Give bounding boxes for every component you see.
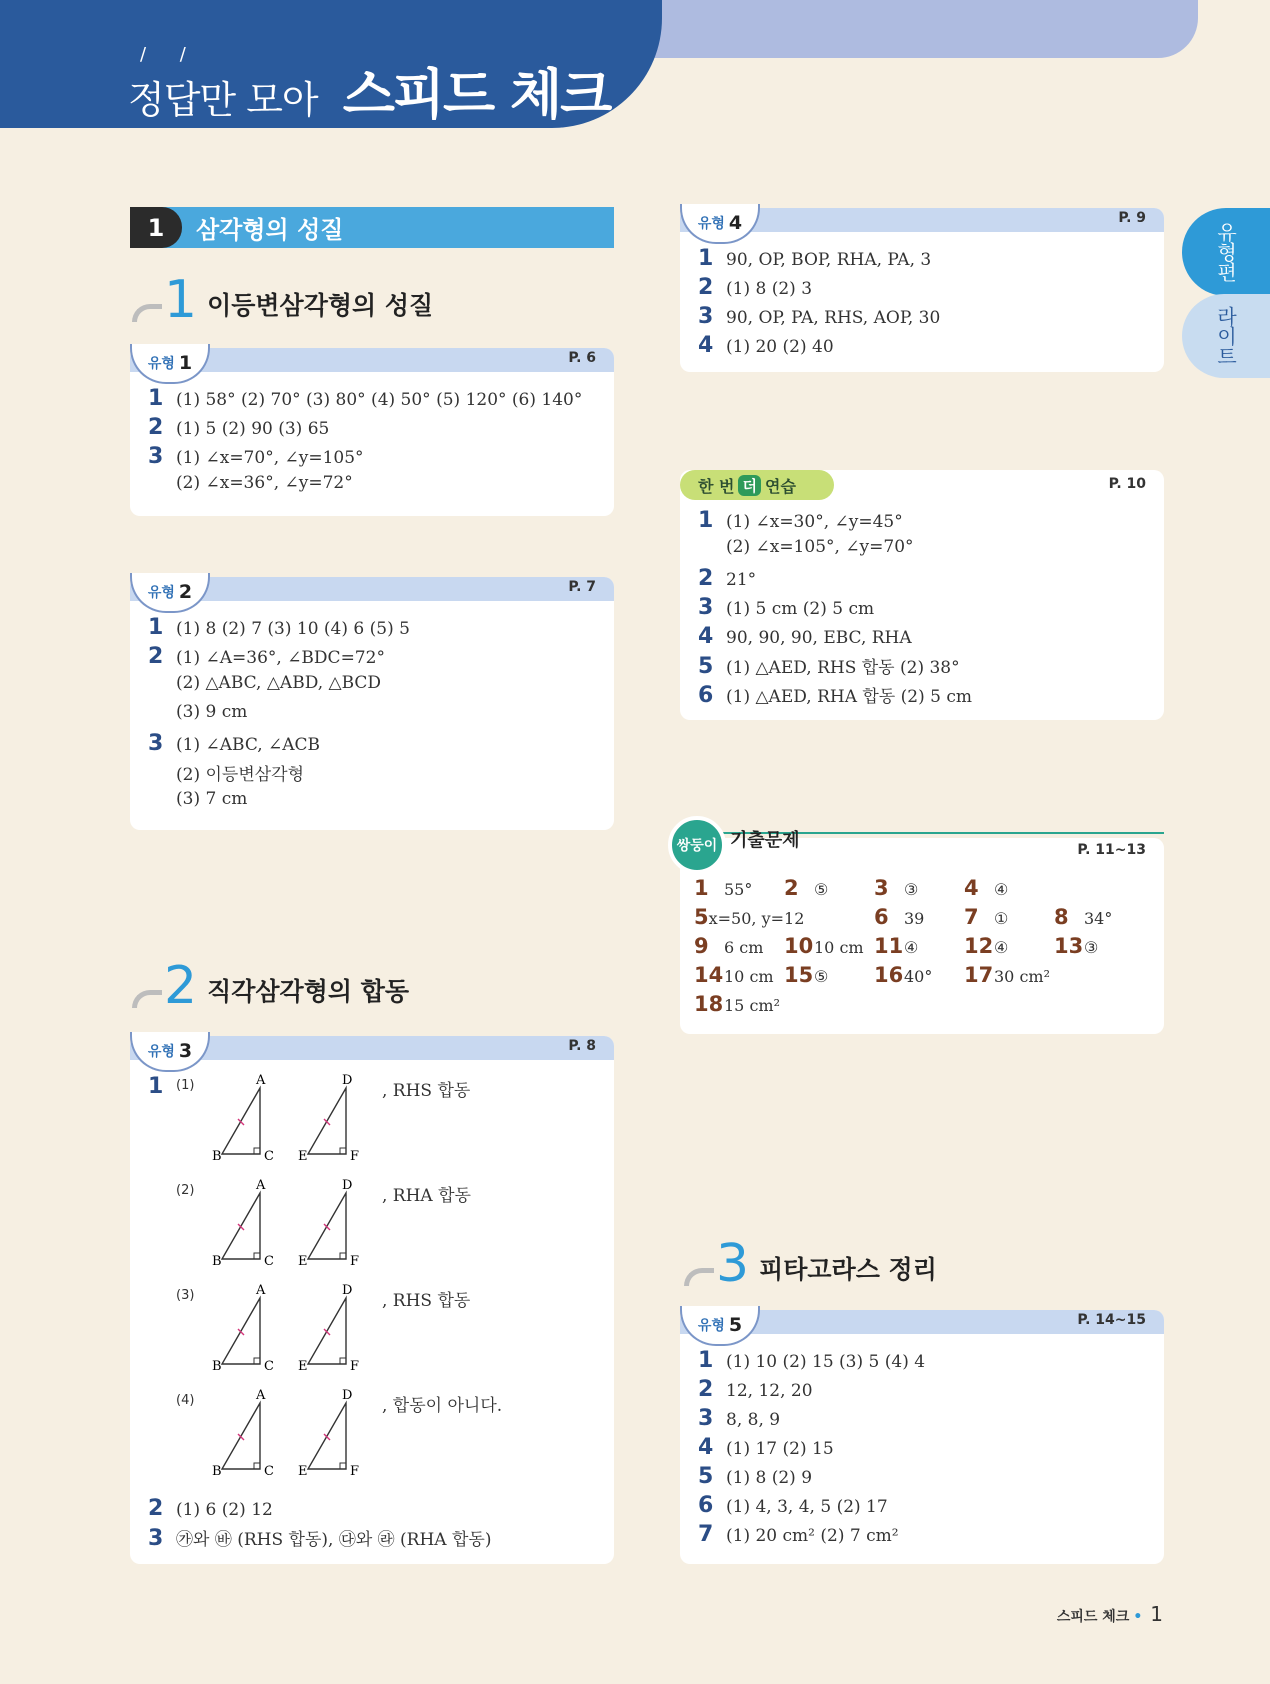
swoosh-icon	[132, 304, 162, 322]
answer-text: (1) △AED, RHS 합동 (2) 38°	[726, 658, 960, 678]
answer-row	[698, 1493, 1154, 1522]
exam-answer: x=50, y=12	[708, 909, 805, 928]
type-number: 4	[728, 212, 743, 234]
chapter-title: 삼각형의 성질	[196, 216, 344, 244]
exam-badge: 쌍둥이	[668, 816, 726, 874]
question-number: 2	[148, 1496, 164, 1521]
vertex-label: C	[264, 1149, 274, 1164]
answer-row	[698, 566, 1154, 595]
answer-row	[148, 731, 604, 760]
exam-answer: ⑤	[814, 967, 829, 986]
sub-index: (3)	[176, 1288, 195, 1303]
type-tab	[680, 204, 760, 244]
section-heading	[132, 956, 409, 1016]
answer-row	[698, 624, 1154, 653]
answer-row	[698, 1522, 1154, 1551]
vertex-label: A	[256, 1284, 266, 1298]
answer-text: (2) △ABC, △ABD, △BCD	[176, 673, 382, 693]
question-number: 5	[698, 1464, 714, 1489]
answer-text: (2) ∠x=36°, ∠y=72°	[176, 473, 353, 493]
answer-text: (1) ∠ABC, ∠ACB	[176, 735, 321, 755]
right-angle-mark	[340, 1358, 346, 1364]
triangle-pair-row	[148, 1074, 588, 1179]
answer-text: (3) 9 cm	[176, 702, 248, 722]
vertex-label: C	[264, 1254, 274, 1269]
exam-question-number: 9	[694, 934, 709, 958]
exam-title: 기출문제	[730, 830, 800, 851]
vertex-label: C	[264, 1359, 274, 1374]
header-ticks: / /	[140, 44, 200, 65]
page-ref: P. 7	[568, 579, 596, 595]
answer-list	[148, 1496, 604, 1554]
answer-row	[698, 1435, 1154, 1464]
answer-text: 90, OP, PA, RHS, AOP, 30	[726, 308, 941, 328]
right-angle-mark	[340, 1463, 346, 1469]
answer-text: (1) 20 (2) 40	[726, 337, 834, 357]
type-number: 5	[728, 1314, 743, 1336]
exam-question-number: 8	[1054, 905, 1069, 929]
answer-row	[698, 1464, 1154, 1493]
exam-row	[694, 963, 1144, 992]
question-number: 4	[698, 333, 714, 358]
vertex-label: E	[298, 1464, 308, 1479]
answer-row	[698, 1406, 1154, 1435]
exam-answer: 34°	[1084, 909, 1113, 928]
exam-question-number: 3	[874, 876, 889, 900]
answer-text: (3) 7 cm	[176, 789, 248, 809]
exam-question-number: 18	[694, 992, 724, 1016]
question-number: 1	[698, 508, 714, 533]
exam-row	[694, 992, 1144, 1021]
answer-row	[698, 682, 1154, 711]
practice-card	[680, 470, 1164, 720]
type-tab	[130, 573, 210, 613]
tab-type-edition[interactable]: 유형편	[1182, 208, 1270, 296]
section-number: 2	[164, 956, 198, 1016]
exam-cell	[874, 905, 964, 929]
type-label: 유형	[147, 356, 175, 372]
exam-grid	[694, 876, 1144, 1021]
answer-row	[698, 595, 1154, 624]
congruence-result: , RHS 합동	[382, 1291, 471, 1311]
question-number: 1	[148, 1074, 164, 1099]
answer-list	[698, 508, 1154, 711]
triangle-shape	[308, 1088, 346, 1154]
type-card-2	[130, 577, 614, 830]
answer-text: (1) 17 (2) 15	[726, 1439, 834, 1459]
congruence-result: , 합동이 아니다.	[382, 1396, 503, 1416]
section-title: 피타고라스 정리	[759, 1255, 937, 1284]
vertex-label: E	[298, 1359, 308, 1374]
exam-cell	[964, 963, 1054, 987]
page-number: 1	[1150, 1602, 1163, 1626]
answer-list	[148, 386, 604, 502]
answer-text: (1) 10 (2) 15 (3) 5 (4) 4	[726, 1352, 926, 1372]
question-number: 1	[698, 1348, 714, 1373]
exam-cell	[694, 963, 784, 987]
page-ref: P. 11~13	[1077, 842, 1146, 858]
exam-question-number: 11	[874, 934, 904, 958]
question-number: 4	[698, 1435, 714, 1460]
vertex-label: C	[264, 1464, 274, 1479]
answer-text: (1) 4, 3, 4, 5 (2) 17	[726, 1497, 888, 1517]
type-number: 3	[178, 1040, 193, 1062]
exam-question-number: 10	[784, 934, 814, 958]
footer-label: 스피드 체크	[1056, 1609, 1130, 1625]
exam-card	[676, 830, 1164, 1034]
exam-answer: 10 cm	[724, 967, 774, 986]
vertex-label: B	[212, 1254, 222, 1269]
type-card-1	[130, 348, 614, 516]
question-number: 2	[148, 415, 164, 440]
question-number: 3	[148, 444, 164, 469]
answer-row	[148, 615, 604, 644]
congruence-result: , RHA 합동	[382, 1186, 471, 1206]
sub-index: (4)	[176, 1393, 195, 1408]
vertex-label: D	[342, 1389, 353, 1403]
exam-question-number: 16	[874, 963, 904, 987]
exam-answer: 30 cm²	[994, 967, 1050, 986]
exam-cell	[784, 876, 874, 900]
congruence-result: , RHS 합동	[382, 1081, 471, 1101]
question-number: 4	[698, 624, 714, 649]
triangle-shape	[222, 1298, 260, 1364]
triangle-pair-row	[148, 1284, 588, 1389]
question-number: 3	[698, 304, 714, 329]
question-number: 1	[148, 615, 164, 640]
triangle-shape	[308, 1193, 346, 1259]
type-card-4	[680, 208, 1164, 372]
answer-text: ㉮와 ㉳ (RHS 합동), ㉰와 ㉱ (RHA 합동)	[176, 1530, 492, 1550]
answer-text: (1) ∠A=36°, ∠BDC=72°	[176, 648, 385, 668]
exam-question-number: 2	[784, 876, 799, 900]
triangle-list	[148, 1074, 588, 1494]
page-title	[128, 52, 610, 129]
right-angle-mark	[254, 1358, 260, 1364]
sub-index: (1)	[176, 1078, 195, 1093]
type-label: 유형	[147, 585, 175, 601]
question-number: 3	[148, 731, 164, 756]
answer-row	[148, 789, 604, 818]
exam-question-number: 12	[964, 934, 994, 958]
exam-answer: 40°	[904, 967, 933, 986]
page-ref: P. 10	[1108, 476, 1146, 492]
answer-row	[698, 1348, 1154, 1377]
exam-answer: ④	[994, 938, 1009, 957]
exam-cell	[1054, 905, 1144, 929]
answer-text: (1) 5 (2) 90 (3) 65	[176, 419, 330, 439]
exam-question-number: 14	[694, 963, 724, 987]
type-card-5	[680, 1310, 1164, 1564]
question-number: 2	[698, 1377, 714, 1402]
exam-answer: 55°	[724, 880, 753, 899]
exam-cell	[964, 905, 1054, 929]
page-ref: P. 8	[568, 1038, 596, 1054]
vertex-label: F	[350, 1359, 360, 1374]
tab-light[interactable]: 라이트	[1182, 294, 1270, 378]
exam-cell	[694, 876, 784, 900]
type-number: 1	[178, 352, 193, 374]
page-ref: P. 9	[1118, 210, 1146, 226]
vertex-label: D	[342, 1284, 353, 1298]
right-angle-mark	[254, 1463, 260, 1469]
exam-answer: 10 cm	[814, 938, 864, 957]
exam-row	[694, 876, 1144, 905]
type-label: 유형	[697, 1318, 725, 1334]
answer-text: 21°	[726, 570, 757, 590]
swoosh-icon	[684, 1268, 714, 1286]
question-number: 2	[698, 275, 714, 300]
exam-answer: ⑤	[814, 880, 829, 899]
answer-text: 8, 8, 9	[726, 1410, 781, 1430]
answer-text: 90, OP, BOP, RHA, PA, 3	[726, 250, 932, 270]
question-number: 3	[698, 595, 714, 620]
exam-cell	[874, 963, 964, 987]
triangle-shape	[222, 1088, 260, 1154]
vertex-label: F	[350, 1254, 360, 1269]
practice-post: 연습	[764, 476, 796, 496]
answer-row	[698, 246, 1154, 275]
answer-row	[148, 644, 604, 673]
question-number: 6	[698, 1493, 714, 1518]
chapter-number: 1	[130, 207, 182, 248]
vertex-label: D	[342, 1074, 353, 1088]
type-label: 유형	[697, 216, 725, 232]
answer-text: (1) 8 (2) 9	[726, 1468, 813, 1488]
exam-cell	[784, 934, 874, 958]
exam-question-number: 1	[694, 876, 709, 900]
page-ref: P. 14~15	[1077, 1312, 1146, 1328]
triangle-shape	[222, 1193, 260, 1259]
answer-text: (1) 58° (2) 70° (3) 80° (4) 50° (5) 120° (6) 140°	[176, 390, 583, 410]
exam-answer: 39	[904, 909, 925, 928]
triangle-pair-figure	[208, 1284, 378, 1384]
page-footer	[1057, 1602, 1163, 1626]
section-title: 직각삼각형의 합동	[207, 977, 409, 1006]
exam-answer: 15 cm²	[724, 996, 780, 1015]
exam-row	[694, 905, 1144, 934]
vertex-label: B	[212, 1359, 222, 1374]
exam-cell	[964, 934, 1054, 958]
question-number: 7	[698, 1522, 714, 1547]
answer-row	[698, 508, 1154, 537]
question-number: 1	[148, 386, 164, 411]
exam-cell	[964, 876, 1054, 900]
section-number: 1	[164, 270, 198, 330]
answer-row	[698, 333, 1154, 362]
exam-cell	[694, 934, 784, 958]
answer-text: 90, 90, 90, EBC, RHA	[726, 628, 912, 648]
answer-list	[698, 246, 1154, 362]
exam-answer: ①	[994, 909, 1009, 928]
vertex-label: F	[350, 1149, 360, 1164]
vertex-label: B	[212, 1464, 222, 1479]
footer-dot: •	[1133, 1609, 1143, 1625]
answer-row	[148, 760, 604, 789]
exam-answer: ④	[904, 938, 919, 957]
answer-row	[148, 1496, 604, 1525]
answer-text: (1) ∠x=30°, ∠y=45°	[726, 512, 903, 532]
answer-text: (1) 6 (2) 12	[176, 1500, 273, 1520]
triangle-pair-row	[148, 1389, 588, 1494]
vertex-label: B	[212, 1149, 222, 1164]
answer-list	[148, 615, 604, 818]
question-number: 1	[698, 246, 714, 271]
answer-row	[698, 537, 1154, 566]
question-number: 3	[148, 1526, 164, 1551]
answer-row	[148, 386, 604, 415]
exam-question-number: 15	[784, 963, 814, 987]
exam-question-number: 7	[964, 905, 979, 929]
answer-text: (1) 5 cm (2) 5 cm	[726, 599, 875, 619]
exam-row	[694, 934, 1144, 963]
triangle-shape	[308, 1298, 346, 1364]
exam-cell	[784, 963, 874, 987]
vertex-label: A	[256, 1074, 266, 1088]
practice-pre: 한 번	[698, 476, 735, 496]
type-label: 유형	[147, 1044, 175, 1060]
triangle-pair-figure	[208, 1074, 378, 1174]
exam-cell	[694, 905, 805, 929]
answer-text: (1) 20 cm² (2) 7 cm²	[726, 1526, 899, 1546]
section-title: 이등변삼각형의 성질	[207, 291, 434, 320]
exam-cell	[694, 992, 784, 1016]
exam-answer: ③	[1084, 938, 1099, 957]
type-number: 2	[178, 581, 193, 603]
exam-cell	[874, 876, 964, 900]
answer-row	[698, 653, 1154, 682]
answer-text: (1) ∠x=70°, ∠y=105°	[176, 448, 364, 468]
triangle-shape	[308, 1403, 346, 1469]
answer-text: (2) 이등변삼각형	[176, 765, 305, 785]
chapter-bar	[130, 207, 614, 248]
question-number: 2	[698, 566, 714, 591]
answer-text: (2) ∠x=105°, ∠y=70°	[726, 537, 914, 557]
answer-row	[148, 1525, 604, 1554]
exam-question-number: 6	[874, 905, 889, 929]
answer-row	[698, 275, 1154, 304]
practice-header	[680, 470, 834, 500]
answer-row	[698, 1377, 1154, 1406]
type-card-3	[130, 1036, 614, 1564]
answer-row	[148, 702, 604, 731]
type-tab	[680, 1306, 760, 1346]
sub-index: (2)	[176, 1183, 195, 1198]
right-angle-mark	[254, 1148, 260, 1154]
triangle-pair-figure	[208, 1389, 378, 1489]
vertex-label: D	[342, 1179, 353, 1193]
exam-answer: 6 cm	[724, 938, 764, 957]
triangle-shape	[222, 1403, 260, 1469]
vertex-label: A	[256, 1179, 266, 1193]
exam-question-number: 13	[1054, 934, 1084, 958]
answer-row	[148, 415, 604, 444]
vertex-label: F	[350, 1464, 360, 1479]
exam-cell	[874, 934, 964, 958]
exam-question-number: 5	[694, 905, 709, 929]
answer-text: (1) 8 (2) 7 (3) 10 (4) 6 (5) 5	[176, 619, 410, 639]
triangle-pair-figure	[208, 1179, 378, 1279]
swoosh-icon	[132, 990, 162, 1008]
answer-row	[148, 444, 604, 473]
practice-box: 더	[738, 475, 761, 496]
answer-text: (1) 8 (2) 3	[726, 279, 813, 299]
right-angle-mark	[340, 1253, 346, 1259]
vertex-label: E	[298, 1149, 308, 1164]
right-angle-mark	[254, 1253, 260, 1259]
exam-cell	[1054, 934, 1144, 958]
question-number: 2	[148, 644, 164, 669]
exam-question-number: 17	[964, 963, 994, 987]
answer-row	[148, 473, 604, 502]
title-main: 스피드 체크	[342, 63, 611, 126]
exam-question-number: 4	[964, 876, 979, 900]
answer-row	[148, 673, 604, 702]
question-number: 5	[698, 654, 714, 679]
type-tab	[130, 1032, 210, 1072]
type-tab	[130, 344, 210, 384]
title-prefix: 정답만 모아	[128, 78, 318, 122]
answer-row	[698, 304, 1154, 333]
section-heading	[132, 270, 434, 330]
vertex-label: E	[298, 1254, 308, 1269]
answer-text: 12, 12, 20	[726, 1381, 813, 1401]
section-number: 3	[716, 1234, 750, 1294]
answer-list	[698, 1348, 1154, 1551]
exam-answer: ④	[994, 880, 1009, 899]
question-number: 3	[698, 1406, 714, 1431]
right-angle-mark	[340, 1148, 346, 1154]
section-heading	[684, 1234, 937, 1294]
page-ref: P. 6	[568, 350, 596, 366]
triangle-pair-row	[148, 1179, 588, 1284]
exam-answer: ③	[904, 880, 919, 899]
vertex-label: A	[256, 1389, 266, 1403]
answer-text: (1) △AED, RHA 합동 (2) 5 cm	[726, 687, 972, 707]
question-number: 6	[698, 683, 714, 708]
